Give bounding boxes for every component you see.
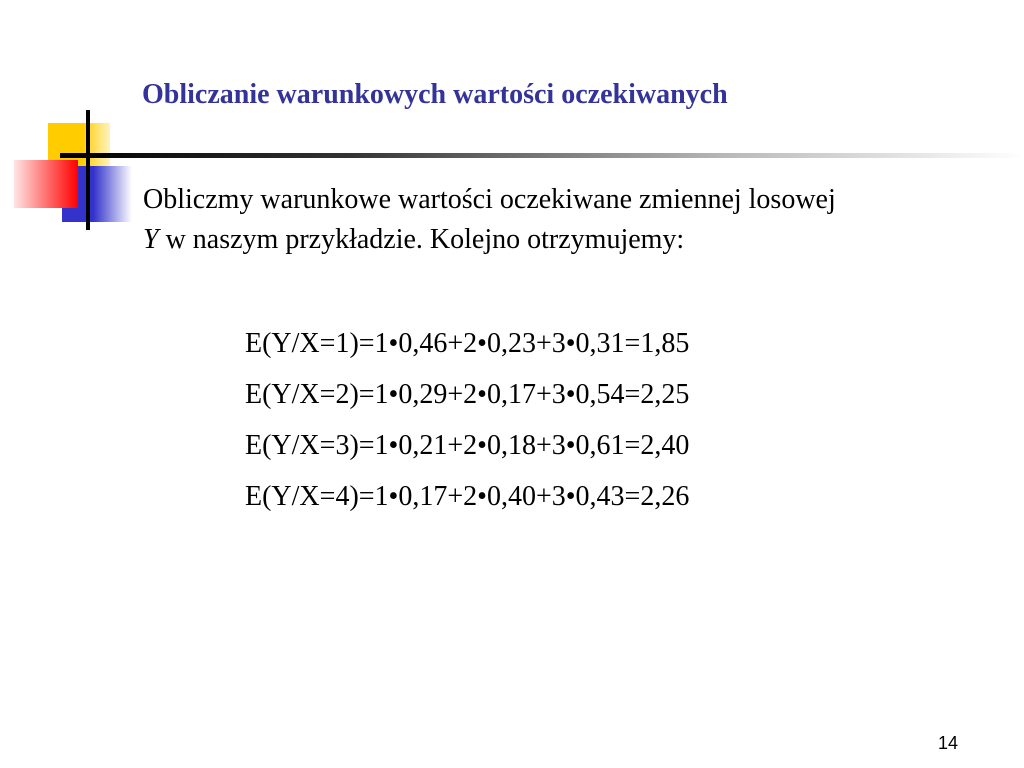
equation-line: E(Y/X=3)=1•0,21+2•0,18+3•0,61=2,40 (245, 430, 690, 461)
equation-line: E(Y/X=2)=1•0,29+2•0,17+3•0,54=2,25 (245, 379, 690, 410)
slide-title: Obliczanie warunkowych wartości oczekiwanych (142, 79, 728, 110)
decorative-red-square (14, 160, 78, 208)
intro-variable: Y (143, 224, 159, 255)
equation-list (245, 318, 689, 522)
page-number: 14 (938, 733, 959, 753)
equation-line: E(Y/X=1)=1•0,46+2•0,23+3•0,31=1,85 (245, 328, 690, 359)
intro-line-1: Obliczmy warunkowe wartości oczekiwane zmiennej losowej (143, 184, 836, 215)
decorative-cross-vertical (86, 110, 90, 230)
intro-paragraph (143, 180, 1003, 260)
decorative-cross-horizontal (60, 153, 110, 158)
equation-line: E(Y/X=4)=1•0,17+2•0,40+3•0,43=2,26 (245, 481, 690, 512)
title-underline-rule (60, 153, 1024, 158)
intro-line-2: w naszym przykładzie. Kolejno otrzymujemy: (158, 224, 685, 255)
